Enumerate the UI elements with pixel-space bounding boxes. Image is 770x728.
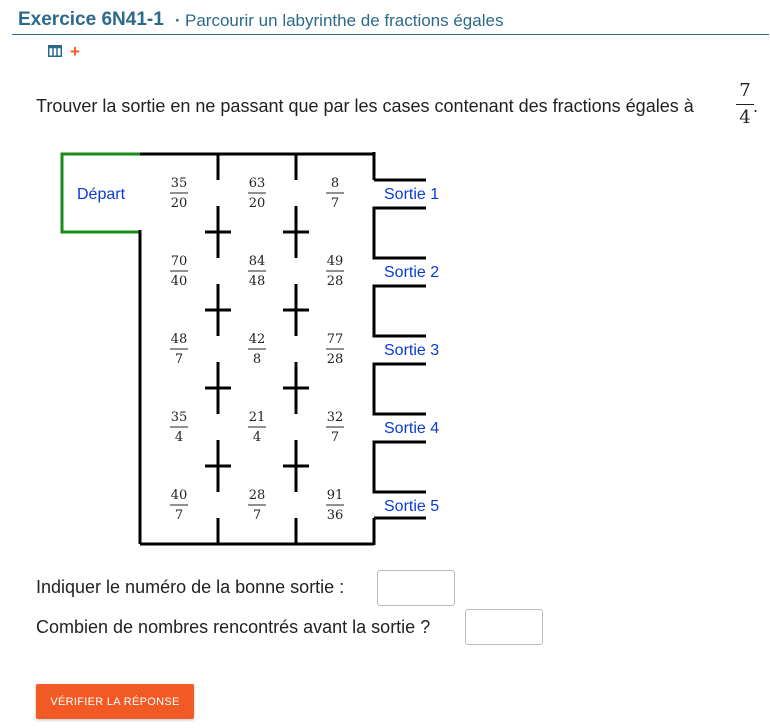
cell-numerator: 42: [248, 332, 266, 347]
cell-denominator: 40: [170, 274, 188, 289]
exit-label-5: Sortie 5: [384, 498, 440, 515]
cell-numerator: 40: [170, 488, 188, 503]
cell-denominator: 28: [326, 352, 344, 367]
verify-button[interactable]: VÉRIFIER LA RÉPONSE: [36, 684, 194, 719]
cell-denominator: 28: [326, 274, 344, 289]
exit-wall: [374, 442, 426, 492]
plus-icon[interactable]: +: [70, 41, 80, 61]
cell-numerator: 77: [326, 332, 344, 347]
cell-denominator: 20: [248, 196, 266, 211]
cell-denominator: 4: [174, 430, 184, 445]
cell-numerator: 48: [170, 332, 188, 347]
exit-label-4: Sortie 4: [384, 420, 440, 437]
exit-label-1: Sortie 1: [384, 186, 440, 203]
fraction-numerator: 7: [739, 80, 751, 101]
cell-numerator: 49: [326, 254, 344, 269]
cell-numerator: 32: [326, 410, 344, 425]
exit-wall: [374, 364, 426, 414]
statement-period: .: [753, 96, 759, 116]
cell-numerator: 35: [170, 176, 188, 191]
exit-number-input[interactable]: [377, 570, 455, 606]
exit-label-2: Sortie 2: [384, 264, 440, 281]
exit-wall: [374, 286, 426, 336]
cell-numerator: 8: [330, 176, 340, 191]
count-input[interactable]: [465, 609, 543, 645]
cell-denominator: 4: [252, 430, 262, 445]
cell-numerator: 84: [248, 254, 266, 269]
exit-wall: [374, 208, 426, 258]
cell-numerator: 28: [248, 488, 266, 503]
cell-numerator: 35: [170, 410, 188, 425]
exercise-title: Parcourir un labyrinthe de fractions égales: [185, 11, 504, 30]
title-separator: ·: [175, 11, 181, 30]
cell-numerator: 70: [170, 254, 188, 269]
cell-denominator: 48: [248, 274, 266, 289]
cell-denominator: 8: [252, 352, 262, 367]
cell-denominator: 7: [174, 352, 184, 367]
cell-numerator: 63: [248, 176, 266, 191]
cell-denominator: 7: [252, 508, 262, 523]
question-count: Combien de nombres rencontrés avant la sortie ?: [36, 617, 431, 637]
cell-numerator: 91: [326, 488, 344, 503]
cell-denominator: 7: [330, 196, 340, 211]
fraction-denominator: 4: [739, 107, 751, 128]
exit-label-3: Sortie 3: [384, 342, 440, 359]
depart-label: Départ: [76, 186, 126, 203]
exercise-code: Exercice 6N41-1: [18, 9, 164, 30]
cell-denominator: 7: [330, 430, 340, 445]
question-exit: Indiquer le numéro de la bonne sortie :: [36, 577, 345, 597]
cell-denominator: 36: [326, 508, 344, 523]
statement-text: Trouver la sortie en ne passant que par les cases contenant des fractions égales à: [36, 96, 694, 116]
cell-denominator: 7: [174, 508, 184, 523]
cell-numerator: 21: [248, 410, 266, 425]
cell-denominator: 20: [170, 196, 188, 211]
